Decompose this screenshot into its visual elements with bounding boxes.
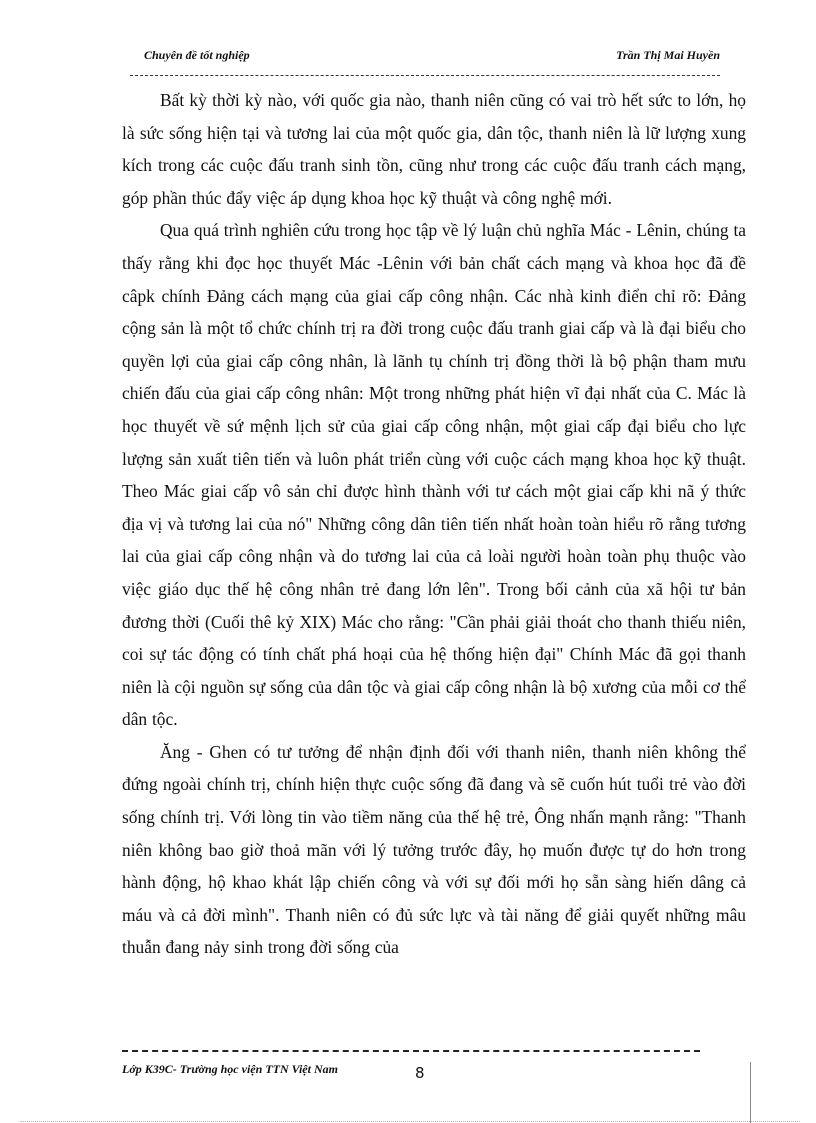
page-bottom-border xyxy=(20,1121,800,1122)
paragraph-3: Ăng - Ghen có tư tưởng để nhận định đối với thanh niên, thanh niên không thể đứng ngoài chính trị, chính hiện thực cuộc sống đã đang và sẽ cuốn hút tuổi trẻ vào đời sống chính trị. Với lòng tin vào tiềm năng của thế hệ trẻ, Ông nhấn mạnh rằng: "Thanh niên không bao giờ thoả mãn với lý tưởng trước đây, họ muốn được tự do hơn trong hành động, hộ khao khát lập chiến công và với sự đối mới họ sẵn sàng hiến dâng cả máu và cả đời mình". Thanh niên có đủ sức lực và tài năng để giải quyết những mâu thuẫn đang nảy sinh trong đời sống của xyxy=(122,741,746,958)
page-number: 8 xyxy=(415,1064,425,1082)
header-document-title: Chuyên đề tốt nghiệp xyxy=(144,48,250,62)
header-author-name: Trần Thị Mai Huyền xyxy=(616,48,720,62)
page-border-line xyxy=(750,1062,751,1123)
paragraph-1: Bất kỳ thời kỳ nào, với quốc gia nào, thanh niên cũng có vai trò hết sức to lớn, họ là sức sống hiện tại và tương lai của một quốc gia, dân tộc, thanh niên là lữ lượng xung kích trong các cuộc đấu tranh sinh tồn, cũng như trong các cuộc đấu tranh cách mạng, góp phần thúc đẩy việc áp dụng khoa học kỹ thuật và công nghệ mới. xyxy=(122,90,746,208)
header-divider xyxy=(130,75,720,76)
paragraph-2: Qua quá trình nghiên cứu trong học tập về lý luận chủ nghĩa Mác - Lênin, chúng ta thấy rằng khi đọc học thuyết Mác -Lênin với bản chất cách mạng và khoa học đã đề câpk chính Đảng cách mạng của giai cấp công nhận. Các nhà kinh điển chỉ rõ: Đảng cộng sản là một tổ chức chính trị ra đời trong cuộc đấu tranh giai cấp và là đại biểu cho quyền lợi của giai cấp công nhân, là lãnh tụ chính trị đồng thời là bộ phận tham mưu chiến đấu của giai cấp công nhân: Một trong những phát hiện vĩ đại nhất của C. Mác là học thuyết về sứ mệnh lịch sử của giai cấp công nhận, một giai cấp đại biểu cho lực lượng sản xuất tiên tiến và luôn phát triển cùng với cuộc cách mạng khoa học kỹ thuật. Theo Mác giai cấp vô sản chỉ được hình thành với tư cách một giai cấp khi nã ý thức địa vị và tương lai của nó" Những công dân tiên tiến nhất hoàn toàn hiểu rõ rằng tương lai của giai cấp công nhận và do tương lai của cả loài người hoàn toàn phụ thuộc vào việc giáo dục thế hệ công nhân trẻ đang lớn lên". Trong bối cảnh của xã hội tư bản đương thời (Cuối thê kỷ XIX) Mác cho rằng: "Cần phải giải thoát cho thanh thiếu niên, coi sự tác động có tính chất phá hoại của hệ thống hiện đại" Chính Mác đã gọi thanh niên là cội nguồn sự sống của dân tộc và giai cấp công nhận là bộ xương của mỗi cơ thể dân tộc. xyxy=(122,220,746,730)
document-body xyxy=(122,84,746,964)
footer-divider xyxy=(122,1050,700,1052)
footer-class-info: Lớp K39C- Trường học viện TTN Việt Nam xyxy=(122,1062,338,1076)
